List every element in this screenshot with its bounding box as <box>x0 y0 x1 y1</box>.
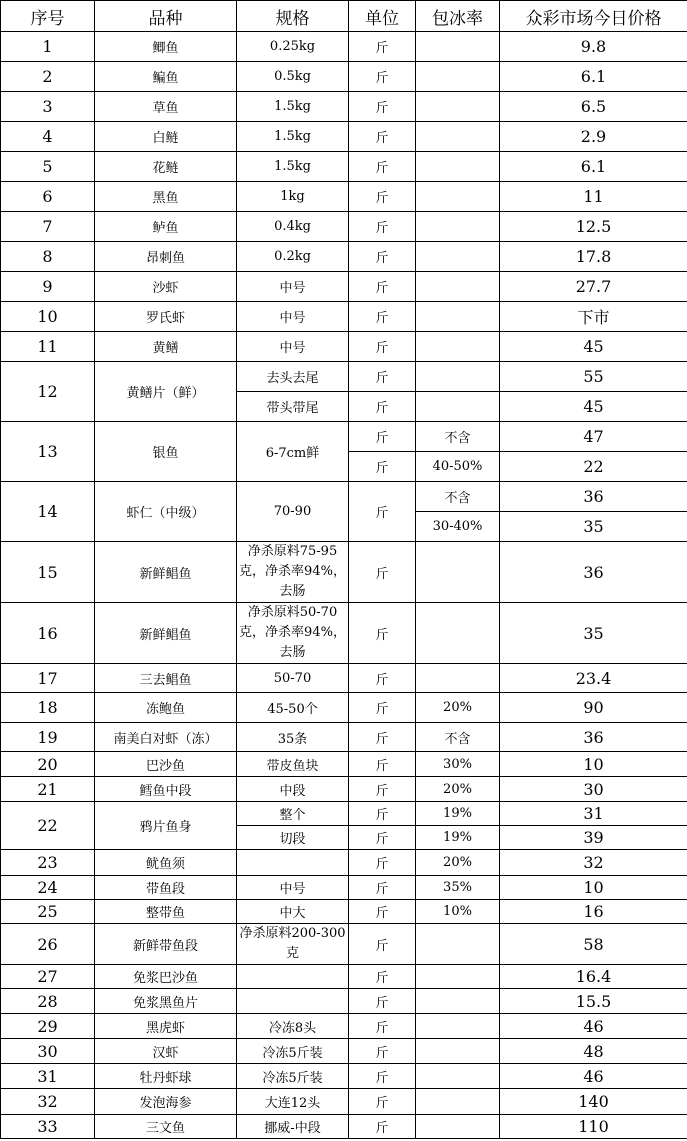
row-number: 9 <box>1 272 95 302</box>
ice-rate: 20% <box>416 850 500 876</box>
price: 55 <box>500 362 687 392</box>
table-row <box>1 272 687 302</box>
spec: 中段 <box>237 777 349 802</box>
row-number: 28 <box>1 989 95 1014</box>
price: 30 <box>500 777 687 802</box>
unit: 斤 <box>349 777 416 802</box>
ice-rate: 30-40% <box>416 512 500 542</box>
price: 31 <box>500 802 687 826</box>
unit: 斤 <box>349 542 416 603</box>
product-name: 发泡海参 <box>95 1089 237 1115</box>
product-name: 带鱼段 <box>95 876 237 900</box>
ice-rate <box>416 32 500 62</box>
ice-rate: 20% <box>416 777 500 802</box>
spec <box>237 850 349 876</box>
product-name: 花鲢 <box>95 152 237 182</box>
price: 10 <box>500 876 687 900</box>
table-row <box>1 752 687 777</box>
spec <box>237 989 349 1014</box>
ice-rate <box>416 1115 500 1139</box>
ice-rate: 不含 <box>416 723 500 752</box>
row-number: 18 <box>1 693 95 723</box>
product-name: 罗氏虾 <box>95 302 237 332</box>
ice-rate: 19% <box>416 826 500 850</box>
ice-rate <box>416 92 500 122</box>
price: 22 <box>500 452 687 482</box>
price: 6.1 <box>500 152 687 182</box>
unit: 斤 <box>349 32 416 62</box>
ice-rate: 20% <box>416 693 500 723</box>
unit: 斤 <box>349 664 416 693</box>
table-row <box>1 603 687 664</box>
product-name: 新鲜鲳鱼 <box>95 542 237 603</box>
unit: 斤 <box>349 482 416 542</box>
unit: 斤 <box>349 302 416 332</box>
row-number: 4 <box>1 122 95 152</box>
price: 16 <box>500 900 687 924</box>
table-row <box>1 850 687 876</box>
spec: 0.2kg <box>237 242 349 272</box>
header-no: 序号 <box>1 1 95 32</box>
product-name: 鳕鱼中段 <box>95 777 237 802</box>
ice-rate <box>416 989 500 1014</box>
spec: 中号 <box>237 332 349 362</box>
row-number: 2 <box>1 62 95 92</box>
product-name: 鲈鱼 <box>95 212 237 242</box>
spec: 挪威-中段 <box>237 1115 349 1139</box>
price: 17.8 <box>500 242 687 272</box>
spec: 0.5kg <box>237 62 349 92</box>
table-row <box>1 422 687 452</box>
unit: 斤 <box>349 152 416 182</box>
unit: 斤 <box>349 1115 416 1139</box>
row-number: 29 <box>1 1014 95 1039</box>
product-name: 黄鳝 <box>95 332 237 362</box>
row-number: 3 <box>1 92 95 122</box>
table-row <box>1 664 687 693</box>
header-price: 众彩市场今日价格 <box>500 1 687 32</box>
product-name: 鱿鱼须 <box>95 850 237 876</box>
product-name: 虾仁（中级） <box>95 482 237 542</box>
table-row <box>1 212 687 242</box>
product-name: 新鲜鲳鱼 <box>95 603 237 664</box>
price: 36 <box>500 723 687 752</box>
spec: 1kg <box>237 182 349 212</box>
product-name: 新鲜带鱼段 <box>95 924 237 965</box>
row-number: 26 <box>1 924 95 965</box>
table-row <box>1 332 687 362</box>
spec: 净杀原料200-300克 <box>237 924 349 965</box>
unit: 斤 <box>349 876 416 900</box>
row-number: 33 <box>1 1115 95 1139</box>
row-number: 24 <box>1 876 95 900</box>
unit: 斤 <box>349 62 416 92</box>
price: 6.5 <box>500 92 687 122</box>
row-number: 32 <box>1 1089 95 1115</box>
price: 6.1 <box>500 62 687 92</box>
table-row <box>1 542 687 603</box>
ice-rate <box>416 332 500 362</box>
table-row <box>1 802 687 826</box>
spec: 冷冻5斤装 <box>237 1039 349 1064</box>
table-row <box>1 122 687 152</box>
row-number: 11 <box>1 332 95 362</box>
row-number: 16 <box>1 603 95 664</box>
spec: 45-50个 <box>237 693 349 723</box>
product-name: 巴沙鱼 <box>95 752 237 777</box>
price: 11 <box>500 182 687 212</box>
unit: 斤 <box>349 1064 416 1089</box>
row-number: 10 <box>1 302 95 332</box>
ice-rate: 10% <box>416 900 500 924</box>
table-row <box>1 1039 687 1064</box>
row-number: 27 <box>1 965 95 989</box>
table-body <box>1 32 687 1139</box>
table-row <box>1 723 687 752</box>
table-row <box>1 62 687 92</box>
unit: 斤 <box>349 242 416 272</box>
table-row <box>1 1115 687 1139</box>
product-name: 鲫鱼 <box>95 32 237 62</box>
ice-rate: 30% <box>416 752 500 777</box>
price: 90 <box>500 693 687 723</box>
ice-rate <box>416 924 500 965</box>
header-row <box>1 1 687 32</box>
unit: 斤 <box>349 965 416 989</box>
product-name: 免浆黑鱼片 <box>95 989 237 1014</box>
table-row <box>1 965 687 989</box>
ice-rate <box>416 152 500 182</box>
header-spec: 规格 <box>237 1 349 32</box>
header-name: 品种 <box>95 1 237 32</box>
unit: 斤 <box>349 850 416 876</box>
ice-rate <box>416 122 500 152</box>
row-number: 14 <box>1 482 95 542</box>
spec: 6-7cm鲜 <box>237 422 349 482</box>
row-number: 12 <box>1 362 95 422</box>
row-number: 5 <box>1 152 95 182</box>
ice-rate <box>416 392 500 422</box>
unit: 斤 <box>349 392 416 422</box>
price: 35 <box>500 512 687 542</box>
table-row <box>1 777 687 802</box>
product-name: 三文鱼 <box>95 1115 237 1139</box>
ice-rate <box>416 1014 500 1039</box>
price: 58 <box>500 924 687 965</box>
price: 9.8 <box>500 32 687 62</box>
product-name: 沙虾 <box>95 272 237 302</box>
spec: 冷冻8头 <box>237 1014 349 1039</box>
header-ice-rate: 包冰率 <box>416 1 500 32</box>
row-number: 7 <box>1 212 95 242</box>
spec: 中号 <box>237 876 349 900</box>
spec: 净杀原料75-95克，净杀率94%，去肠 <box>237 542 349 603</box>
row-number: 17 <box>1 664 95 693</box>
row-number: 30 <box>1 1039 95 1064</box>
ice-rate <box>416 1089 500 1115</box>
product-name: 银鱼 <box>95 422 237 482</box>
product-name: 草鱼 <box>95 92 237 122</box>
price: 46 <box>500 1064 687 1089</box>
unit: 斤 <box>349 332 416 362</box>
ice-rate <box>416 302 500 332</box>
product-name: 黄鳝片（鲜） <box>95 362 237 422</box>
spec: 冷冻5斤装 <box>237 1064 349 1089</box>
table-row <box>1 302 687 332</box>
row-number: 13 <box>1 422 95 482</box>
spec: 去头去尾 <box>237 362 349 392</box>
table-row <box>1 876 687 900</box>
price: 45 <box>500 332 687 362</box>
ice-rate <box>416 272 500 302</box>
spec: 整个 <box>237 802 349 826</box>
unit: 斤 <box>349 452 416 482</box>
spec: 70-90 <box>237 482 349 542</box>
unit: 斤 <box>349 362 416 392</box>
price: 32 <box>500 850 687 876</box>
price: 39 <box>500 826 687 850</box>
row-number: 19 <box>1 723 95 752</box>
row-number: 22 <box>1 802 95 850</box>
spec <box>237 965 349 989</box>
row-number: 1 <box>1 32 95 62</box>
header-unit: 单位 <box>349 1 416 32</box>
row-number: 25 <box>1 900 95 924</box>
ice-rate <box>416 212 500 242</box>
table-row <box>1 1089 687 1115</box>
unit: 斤 <box>349 212 416 242</box>
spec: 0.25kg <box>237 32 349 62</box>
ice-rate <box>416 362 500 392</box>
ice-rate <box>416 603 500 664</box>
ice-rate <box>416 182 500 212</box>
unit: 斤 <box>349 723 416 752</box>
product-name: 昂刺鱼 <box>95 242 237 272</box>
unit: 斤 <box>349 1089 416 1115</box>
unit: 斤 <box>349 1039 416 1064</box>
ice-rate: 19% <box>416 802 500 826</box>
table-row <box>1 152 687 182</box>
ice-rate <box>416 965 500 989</box>
product-name: 三去鲳鱼 <box>95 664 237 693</box>
spec: 35条 <box>237 723 349 752</box>
price: 36 <box>500 542 687 603</box>
ice-rate <box>416 542 500 603</box>
table-row <box>1 1014 687 1039</box>
product-name: 黑鱼 <box>95 182 237 212</box>
spec: 中大 <box>237 900 349 924</box>
unit: 斤 <box>349 802 416 826</box>
price: 2.9 <box>500 122 687 152</box>
ice-rate <box>416 1039 500 1064</box>
table-row <box>1 482 687 512</box>
price: 46 <box>500 1014 687 1039</box>
spec: 0.4kg <box>237 212 349 242</box>
table-row <box>1 1064 687 1089</box>
table-row <box>1 900 687 924</box>
product-name: 白鲢 <box>95 122 237 152</box>
price: 15.5 <box>500 989 687 1014</box>
unit: 斤 <box>349 182 416 212</box>
row-number: 31 <box>1 1064 95 1089</box>
table-row <box>1 32 687 62</box>
row-number: 6 <box>1 182 95 212</box>
price: 110 <box>500 1115 687 1139</box>
unit: 斤 <box>349 693 416 723</box>
row-number: 21 <box>1 777 95 802</box>
table-row <box>1 693 687 723</box>
table-row <box>1 924 687 965</box>
price: 35 <box>500 603 687 664</box>
spec: 切段 <box>237 826 349 850</box>
spec: 1.5kg <box>237 152 349 182</box>
price: 下市 <box>500 302 687 332</box>
spec: 带皮鱼块 <box>237 752 349 777</box>
spec: 1.5kg <box>237 92 349 122</box>
unit: 斤 <box>349 422 416 452</box>
row-number: 20 <box>1 752 95 777</box>
spec: 带头带尾 <box>237 392 349 422</box>
spec: 大连12头 <box>237 1089 349 1115</box>
unit: 斤 <box>349 900 416 924</box>
product-name: 黑虎虾 <box>95 1014 237 1039</box>
product-name: 免浆巴沙鱼 <box>95 965 237 989</box>
ice-rate: 不含 <box>416 422 500 452</box>
ice-rate <box>416 664 500 693</box>
row-number: 23 <box>1 850 95 876</box>
spec: 中号 <box>237 272 349 302</box>
product-name: 鸦片鱼身 <box>95 802 237 850</box>
ice-rate: 35% <box>416 876 500 900</box>
price: 48 <box>500 1039 687 1064</box>
unit: 斤 <box>349 752 416 777</box>
spec: 中号 <box>237 302 349 332</box>
product-name: 汉虾 <box>95 1039 237 1064</box>
price: 10 <box>500 752 687 777</box>
unit: 斤 <box>349 1014 416 1039</box>
product-name: 牡丹虾球 <box>95 1064 237 1089</box>
spec: 净杀原料50-70克，净杀率94%，去肠 <box>237 603 349 664</box>
product-name: 整带鱼 <box>95 900 237 924</box>
row-number: 8 <box>1 242 95 272</box>
unit: 斤 <box>349 924 416 965</box>
ice-rate <box>416 242 500 272</box>
ice-rate <box>416 1064 500 1089</box>
spec: 50-70 <box>237 664 349 693</box>
product-name: 南美白对虾（冻） <box>95 723 237 752</box>
product-name: 冻鲍鱼 <box>95 693 237 723</box>
table-row <box>1 362 687 392</box>
unit: 斤 <box>349 603 416 664</box>
unit: 斤 <box>349 989 416 1014</box>
spec: 1.5kg <box>237 122 349 152</box>
price: 140 <box>500 1089 687 1115</box>
table-row <box>1 182 687 212</box>
ice-rate: 40-50% <box>416 452 500 482</box>
ice-rate: 不含 <box>416 482 500 512</box>
unit: 斤 <box>349 272 416 302</box>
price: 23.4 <box>500 664 687 693</box>
price: 27.7 <box>500 272 687 302</box>
unit: 斤 <box>349 92 416 122</box>
product-name: 鳊鱼 <box>95 62 237 92</box>
table-row <box>1 242 687 272</box>
price: 16.4 <box>500 965 687 989</box>
row-number: 15 <box>1 542 95 603</box>
price: 45 <box>500 392 687 422</box>
unit: 斤 <box>349 122 416 152</box>
ice-rate <box>416 62 500 92</box>
unit: 斤 <box>349 826 416 850</box>
table-row <box>1 989 687 1014</box>
price: 47 <box>500 422 687 452</box>
table-row <box>1 92 687 122</box>
price: 12.5 <box>500 212 687 242</box>
price: 36 <box>500 482 687 512</box>
